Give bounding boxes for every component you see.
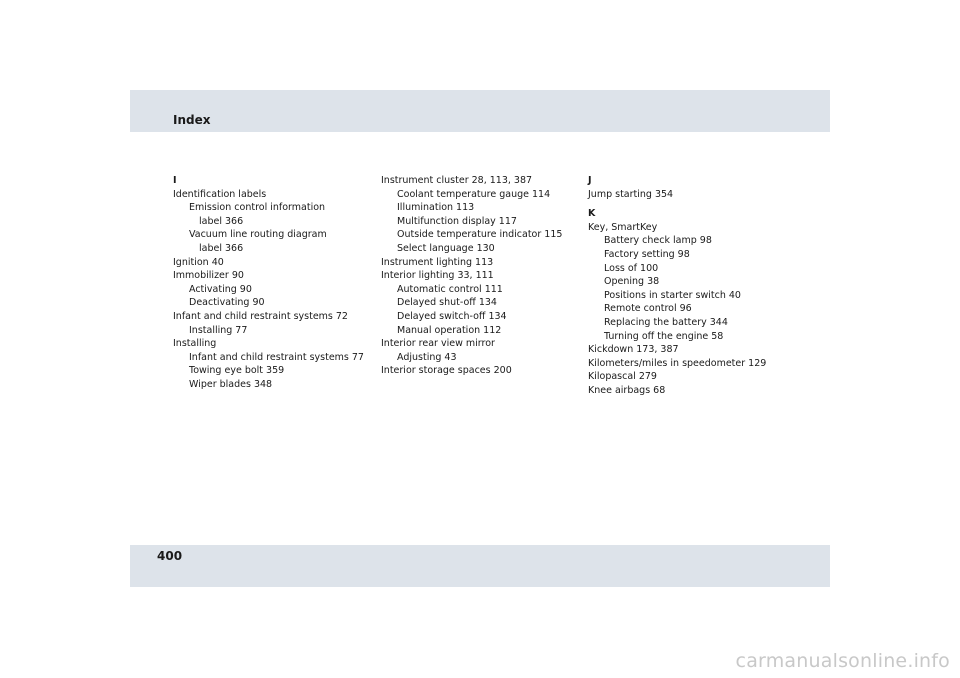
index-entry: label 366: [199, 215, 244, 227]
header-band: [130, 90, 830, 132]
index-entry: Automatic control 111: [397, 283, 503, 295]
index-entry: Identification labels: [173, 188, 267, 200]
footer-band: [130, 545, 830, 587]
index-entry: Deactivating 90: [189, 297, 265, 309]
index-column-2: [381, 174, 586, 378]
index-entry: Multifunction display 117: [397, 215, 517, 227]
index-entry: Loss of 100: [604, 262, 659, 274]
index-letter-heading: K: [588, 208, 596, 220]
index-entry: Delayed switch-off 134: [397, 310, 507, 322]
index-entry: Kickdown 173, 387: [588, 344, 679, 356]
page-title: Index: [173, 113, 211, 127]
index-entry: Kilometers/miles in speedometer 129: [588, 357, 767, 369]
index-entry: Interior rear view mirror: [381, 338, 495, 350]
index-entry: Installing 77: [189, 324, 248, 336]
index-entry: Remote control 96: [604, 303, 692, 315]
index-entry: Delayed shut-off 134: [397, 297, 497, 309]
index-entry: Instrument cluster 28, 113, 387: [381, 175, 533, 186]
index-entry: label 366: [199, 242, 244, 254]
index-entry: Select language 130: [397, 242, 495, 254]
index-column-3: [588, 174, 793, 398]
index-entry: Towing eye bolt 359: [189, 365, 285, 377]
index-entry: Positions in starter switch 40: [604, 289, 741, 301]
index-entry: Instrument lighting 113: [381, 256, 494, 268]
index-entry: Turning off the engine 58: [604, 330, 724, 342]
index-entry: Outside temperature indicator 115: [397, 229, 563, 241]
index-entry: Wiper blades 348: [189, 378, 273, 390]
index-entry: Infant and child restraint systems 72: [173, 310, 348, 322]
index-entry: Ignition 40: [173, 256, 224, 268]
index-entry: Interior lighting 33, 111: [381, 270, 494, 282]
index-letter-heading: J: [588, 175, 592, 186]
index-entry: Coolant temperature gauge 114: [397, 188, 551, 200]
index-entry: Vacuum line routing diagram: [189, 229, 327, 241]
index-entry: Activating 90: [189, 283, 252, 295]
index-entry: Factory setting 98: [604, 248, 690, 260]
index-entry: Immobilizer 90: [173, 270, 244, 282]
index-entry: Manual operation 112: [397, 324, 502, 336]
index-entry: Replacing the battery 344: [604, 316, 728, 328]
index-entry: Infant and child restraint systems 77: [189, 351, 364, 363]
index-entry: Opening 38: [604, 276, 660, 288]
index-entry: Kilopascal 279: [588, 371, 657, 383]
index-entry: Knee airbags 68: [588, 384, 666, 396]
index-entry: Adjusting 43: [397, 351, 457, 363]
index-entry: Installing: [173, 338, 217, 350]
index-entry: Jump starting 354: [588, 188, 674, 200]
index-entry: Interior storage spaces 200: [381, 365, 512, 377]
page-number: 400: [157, 549, 183, 563]
index-column-1: [173, 174, 378, 392]
index-entry: Battery check lamp 98: [604, 235, 712, 247]
index-letter-heading: I: [173, 175, 177, 186]
index-entry: Emission control information: [189, 202, 326, 214]
index-entry: Illumination 113: [397, 202, 475, 214]
watermark-text: carmanualsonline.info: [735, 650, 950, 672]
index-entry: Key, SmartKey: [588, 221, 658, 233]
